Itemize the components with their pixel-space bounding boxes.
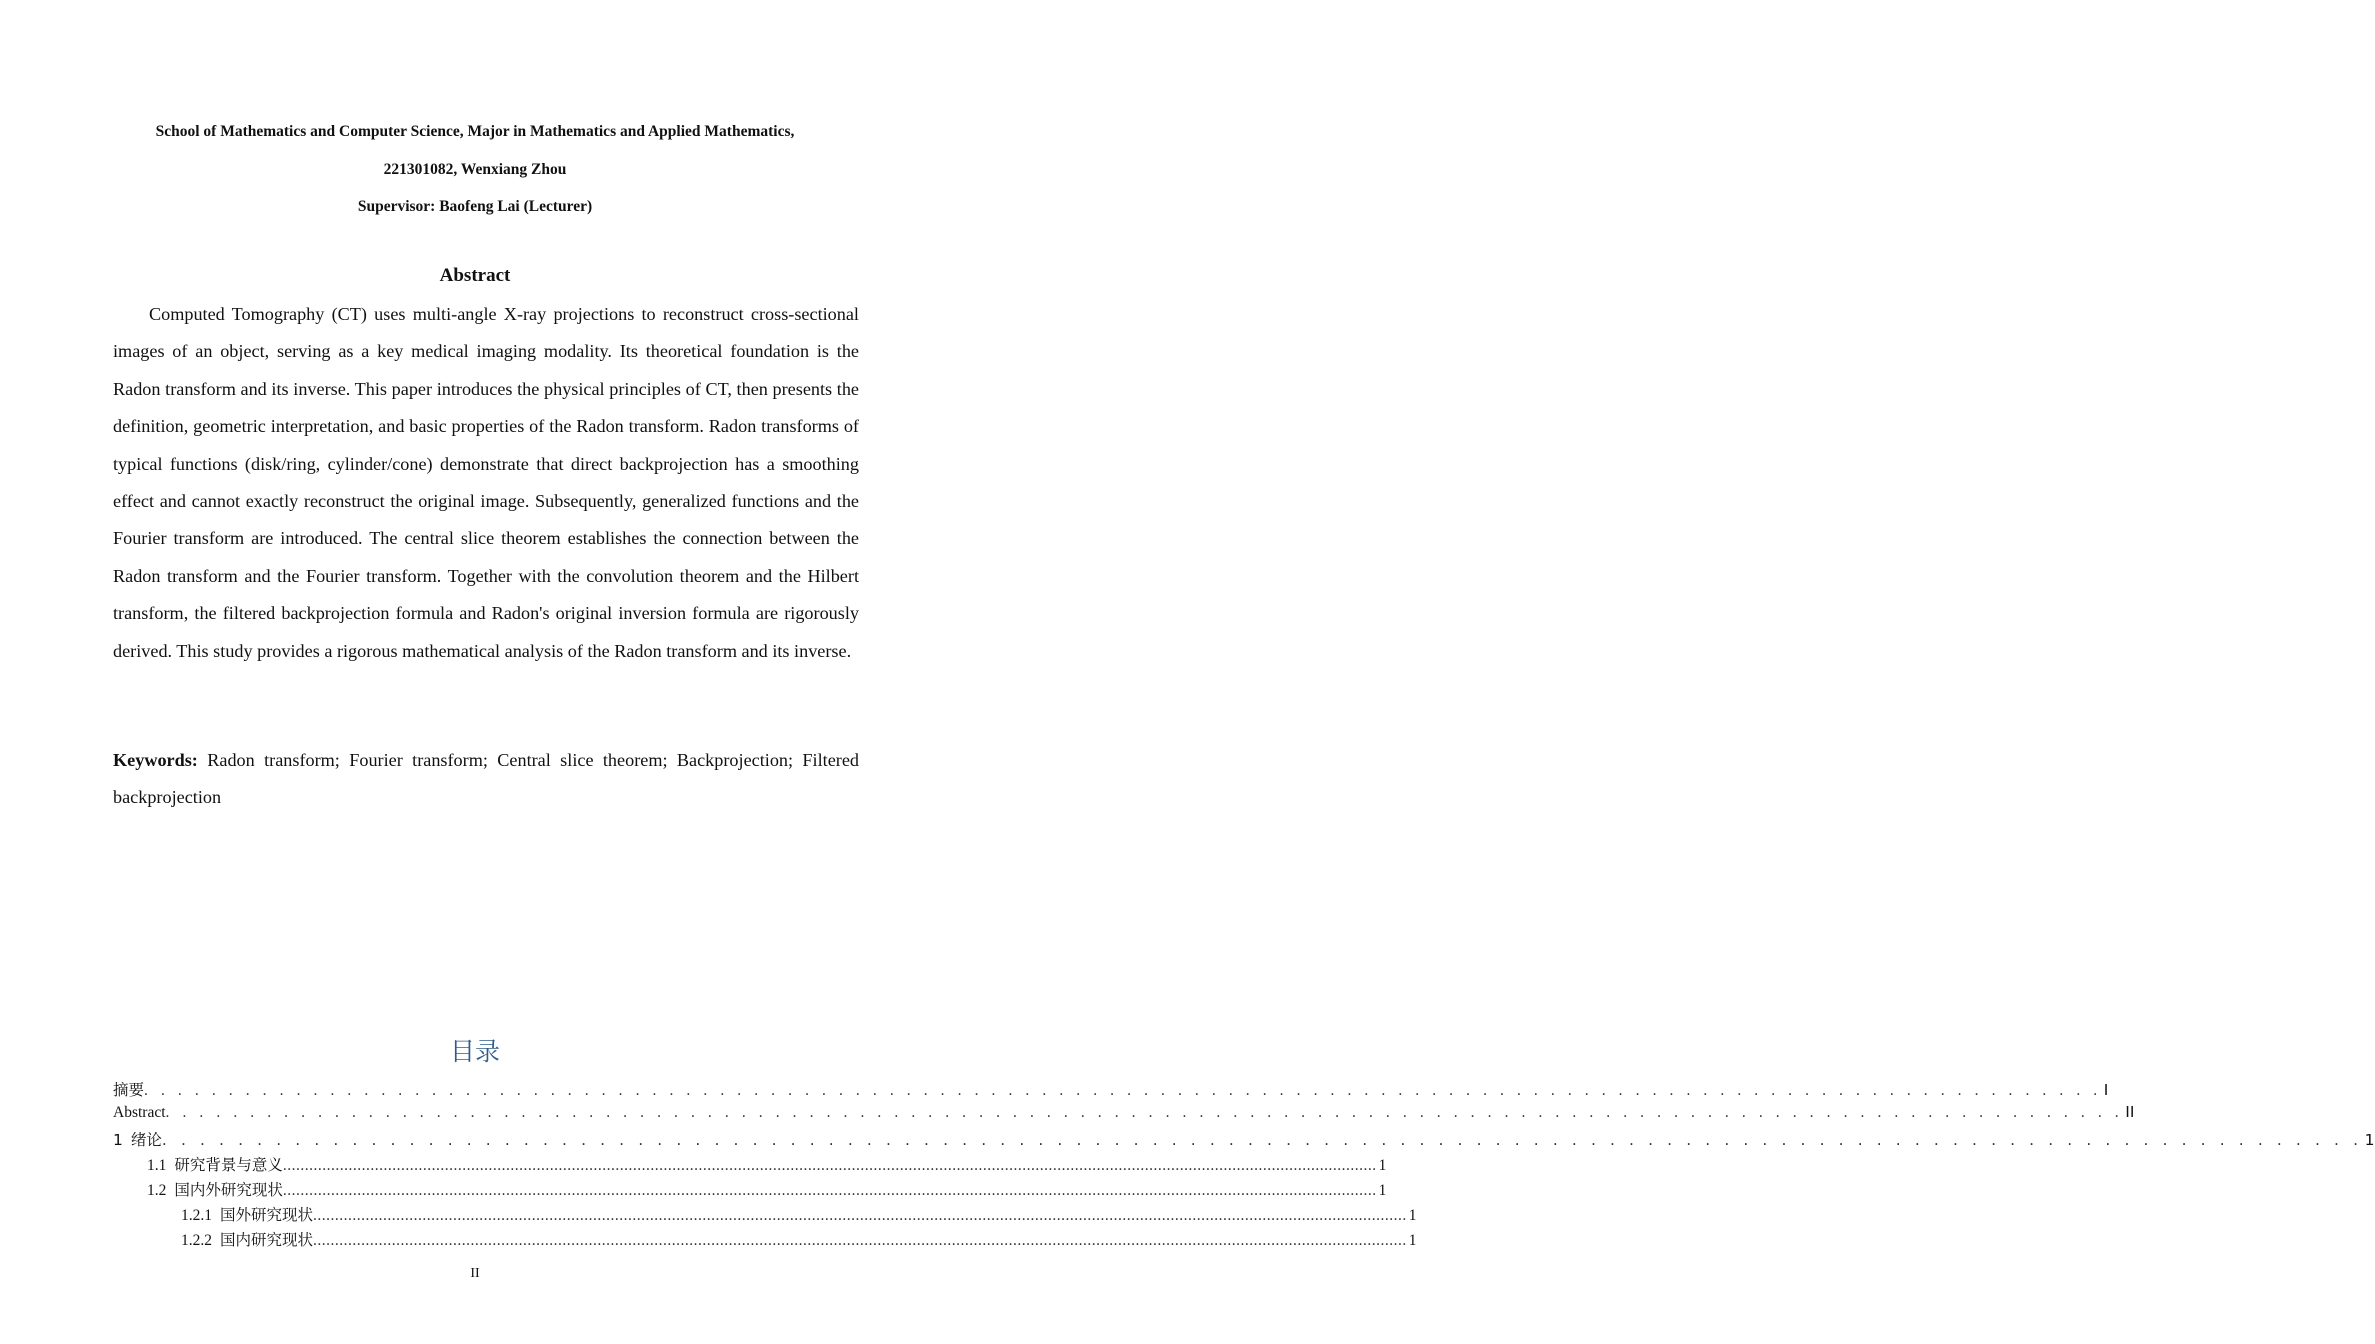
toc-entry-number: 1.2 xyxy=(147,1182,167,1199)
toc-entry-label: 国内外研究现状 xyxy=(174,1182,283,1199)
keywords-label: Keywords: xyxy=(113,750,198,770)
toc-entry-abstract-cn[interactable] xyxy=(113,1078,2109,1100)
toc-leader: . . . . . . . . . . . . . . . . . . . . . . . . . . . . . . . . . . . . . . . . . . . . . . . . . . . . . . . . . . . . . . . . . . . . . . . . . . . . . . . . . . . . . . . . . . . . . . . . . . . . . . . . . . . . . . . . . . . . xyxy=(165,1104,2124,1121)
keywords-paragraph xyxy=(113,742,859,817)
toc-entry-abstract-en[interactable] xyxy=(113,1103,2135,1125)
toc-entry-label: 国外研究现状 xyxy=(220,1207,314,1224)
supervisor-line: Supervisor: Baofeng Lai (Lecturer) xyxy=(357,198,593,215)
toc-entry-section-1-2[interactable] xyxy=(147,1178,1387,1200)
toc-entry-page: 1 xyxy=(1408,1232,1417,1249)
toc-entry-label: 绪论 xyxy=(130,1131,162,1149)
keywords-text: Radon transform; Fourier transform; Central slice theorem; Backprojection; Filtered backprojection xyxy=(113,750,859,808)
toc-entry-number: 1 xyxy=(113,1131,123,1149)
toc-entry-subsection-1-2-1[interactable] xyxy=(181,1203,1417,1225)
toc-leader: .......................................................................................................................................................................................................................................................... xyxy=(282,1182,1377,1199)
toc-entry-subsection-1-2-2[interactable] xyxy=(181,1228,1417,1250)
toc-leader: . . . . . . . . . . . . . . . . . . . . . . . . . . . . . . . . . . . . . . . . . . . . . . . . . . . . . . . . . . . . . . . . . . . . . . . . . . . . . . . . . . . . . . . . . . . . . . . . . . . . . . . . . . . . . . . . . . . . xyxy=(144,1082,2102,1099)
toc-entry-label: Abstract xyxy=(113,1104,166,1121)
toc-entry-page: 1 xyxy=(1408,1207,1417,1224)
page-number: II xyxy=(470,1266,480,1281)
toc-entry-number: 1.2.1 xyxy=(181,1207,212,1224)
abstract-body: Computed Tomography (CT) uses multi-angle X-ray projections to reconstruct cross-sectional images of an object, serving as a key medical imaging modality. Its theoretical foundation is the Radon transform and its inverse. This paper introduces the physical principles of CT, then presents the definition, geometric interpretation, and basic properties of the Radon transform. Radon transforms of typical functions (disk/ring, cylinder/cone) demonstrate that direct backprojection has a smoothing effect and cannot exactly reconstruct the original image. Subsequently, generalized functions and the Fourier transform are introduced. The central slice theorem establishes the connection between the Radon transform and the Fourier transform. Together with the convolution theorem and the Hilbert transform, the filtered backprojection formula and Radon's original inversion formula are rigorously derived. This study provides a rigorous mathematical analysis of the Radon transform and its inverse. xyxy=(113,304,859,661)
toc-entry-chapter-1[interactable] xyxy=(113,1128,2375,1150)
toc-entry-page: 1 xyxy=(2364,1131,2375,1149)
toc-leader: . . . . . . . . . . . . . . . . . . . . . . . . . . . . . . . . . . . . . . . . . . . . . . . . . . . . . . . . . . . . . . . . . . . . . . . . . . . . . . . . . . . . . . . . . . . . . . . . . . . . . . . . . . . . . . . . . . . . xyxy=(161,1131,2363,1149)
toc-heading: 目录 xyxy=(449,1037,500,1066)
toc-entry-section-1-1[interactable] xyxy=(147,1153,1387,1175)
abstract-heading: Abstract xyxy=(439,265,511,286)
toc-leader: .......................................................................................................................................................................................................................................................... xyxy=(313,1207,1407,1224)
toc-entry-label: 摘要 xyxy=(113,1082,145,1099)
toc-leader: .......................................................................................................................................................................................................................................................... xyxy=(313,1232,1407,1249)
toc-entry-page: 1 xyxy=(1378,1182,1387,1199)
toc-entry-label: 研究背景与意义 xyxy=(174,1157,283,1174)
toc-entry-page: II xyxy=(2125,1103,2135,1121)
toc-entry-page: I xyxy=(2103,1081,2109,1099)
toc-entry-number: 1.2.2 xyxy=(181,1232,212,1249)
student-line: 221301082, Wenxiang Zhou xyxy=(383,161,567,178)
school-line: School of Mathematics and Computer Science, Major in Mathematics and Applied Mathematics, xyxy=(155,123,795,140)
toc-entry-number: 1.1 xyxy=(147,1157,167,1174)
toc-leader: .......................................................................................................................................................................................................................................................... xyxy=(282,1157,1377,1174)
toc-entry-page: 1 xyxy=(1378,1157,1387,1174)
toc-entry-label: 国内研究现状 xyxy=(220,1232,314,1249)
